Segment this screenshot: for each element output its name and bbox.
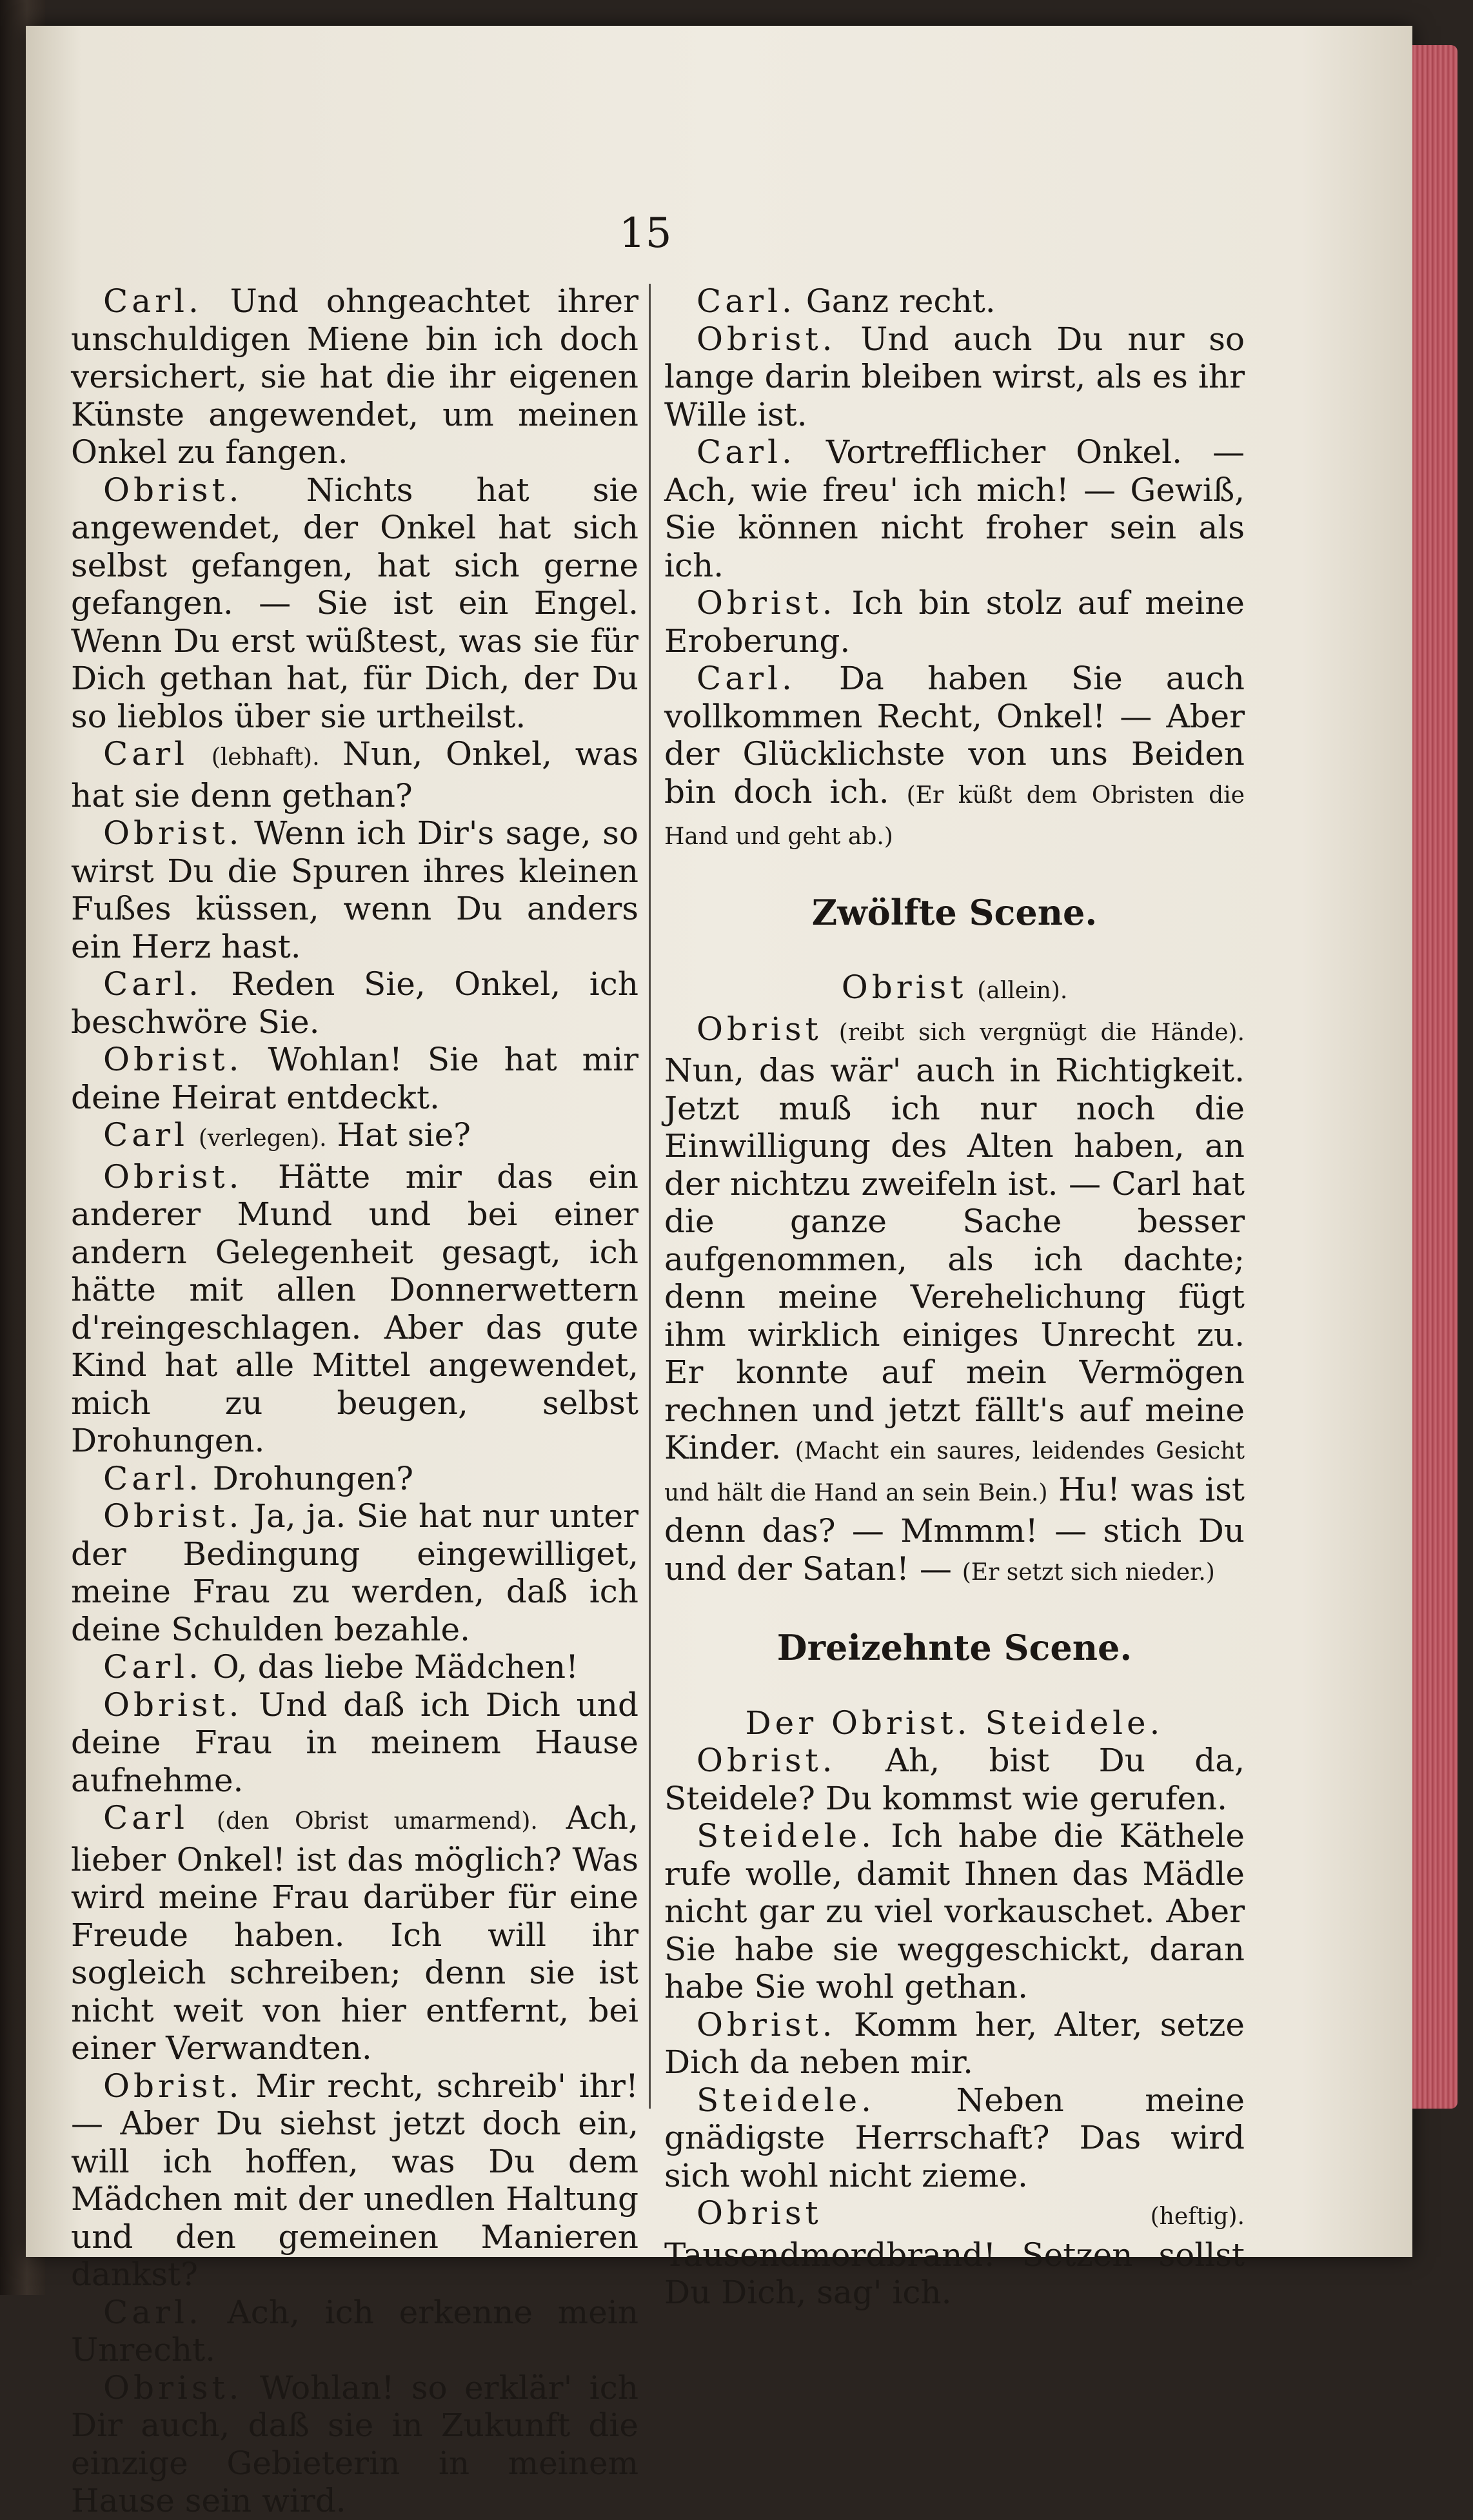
dialogue-line [664, 320, 1245, 434]
speaker-name: Obrist. [103, 1157, 243, 1196]
dialogue-line [71, 1041, 638, 1116]
speaker-name: Carl. [103, 2293, 203, 2331]
dialogue-line [71, 1158, 638, 1460]
speaker-name: Obrist. [697, 1742, 836, 1779]
dialogue-text: Ach, ich erkenne mein Unrecht. [71, 2293, 638, 2368]
dialogue-text: Ganz recht. [806, 282, 996, 320]
stage-direction: (lebhaft). [211, 744, 320, 771]
dialogue-text: Und daß ich Dich und deine Frau in meinem Hause aufnehme. [71, 1686, 638, 1799]
speaker-name: Obrist. [103, 2067, 243, 2105]
page-number: 15 [619, 210, 672, 257]
speaker-name: Steidele. [697, 2081, 875, 2119]
speaker-name: Carl [103, 735, 188, 773]
speaker-name: Carl. [697, 433, 796, 471]
speaker-name: Carl. [697, 282, 796, 320]
dialogue-line [71, 471, 638, 736]
stage-direction: (reibt sich vergnügt die Hände). [838, 1019, 1245, 1046]
speaker-name: Carl [103, 1799, 188, 1836]
dialogue-line [664, 2006, 1245, 2082]
speaker-name: Obrist. [697, 320, 836, 358]
dialogue-text: Hu! was ist denn das? — Mmmm! — stich Du und der Satan! — [664, 1470, 1245, 1588]
dialogue-text: Nun, das wär' auch in Richtigkeit. Jetzt muß ich nur noch die Einwilligung des Alten haben, an der nichtzu zweifeln ist. — Carl hat die ganze Sache besser aufgenommen, als ich dachte; denn meine Verehelichung fügt ihm wirklich einiges Unrecht zu. Er konnte auf mein Vermögen rechnen und jetzt fällt's auf meine Kinder. [664, 1052, 1245, 1466]
dialogue-text: Hätte mir das ein anderer Mund und bei einer andern Gelegenheit gesagt, ich hätte mit allen Donnerwettern d'reingeschlagen. Aber das gute Kind hat alle Mittel angewendet, mich zu beugen, selbst Drohungen. [71, 1157, 638, 1459]
left-column [71, 282, 638, 2520]
dialogue-text: Nichts hat sie angewendet, der Onkel hat sich selbst gefangen, hat sich gerne gefangen. — Sie ist ein Engel. Wenn Du erst wüßtest, was sie für Dich gethan hat, für Dich, der Du so lieblos über sie urtheilst. [71, 471, 638, 735]
speaker-name: Carl. [103, 965, 203, 1003]
dialogue-line [664, 1817, 1245, 2006]
dialogue-text: Wenn ich Dir's sage, so wirst Du die Spuren ihres kleinen Fußes küssen, wenn Du anders ein Herz hast. [71, 814, 638, 965]
dialogue-line [664, 2082, 1245, 2195]
dialogue-text: Und ohngeachtet ihrer unschuldigen Miene bin ich doch versichert, sie hat die ihr eigenen Künste angewendet, um meinen Onkel zu fangen. [71, 282, 638, 471]
dialogue-line [71, 1116, 638, 1158]
scene-cast [664, 1704, 1245, 1742]
stage-direction: (verlegen). [198, 1125, 327, 1152]
dialogue-line [664, 1742, 1245, 1817]
dialogue-text: Ja, ja. Sie hat nur unter der Bedingung eingewilliget, meine Frau zu werden, daß ich deine Schulden bezahle. [71, 1497, 638, 1648]
dialogue-line [71, 1460, 638, 1498]
dialogue-text: Wohlan! Sie hat mir deine Heirat entdeckt. [71, 1041, 638, 1116]
dialogue-text: Tausendmordbrand! Setzen sollst Du Dich, sag' ich. [664, 2236, 1245, 2311]
dialogue-line [71, 2067, 638, 2294]
scene-heading [664, 1629, 1245, 1667]
speaker-name: Obrist. [103, 1686, 243, 1724]
dialogue-text: Ach, lieber Onkel! ist das möglich? Was wird meine Frau darüber für eine Freude haben. Ich will ihr sogleich schreiben; denn sie ist nicht weit von hier entfernt, bei einer Verwandten. [71, 1799, 638, 2067]
dialogue-text: Neben meine gnädigste Herrschaft? Das wird sich wohl nicht zieme. [664, 2081, 1245, 2194]
dialogue-text: Da haben Sie auch vollkommen Recht, Onkel! — Aber der Glücklichste von uns Beiden bin doch ich. [664, 660, 1245, 811]
dialogue-line [71, 2294, 638, 2369]
dialogue-line [71, 1648, 638, 1686]
stage-direction: (den Obrist umarmend). [216, 1808, 538, 1835]
speaker-name: Steidele. [697, 1817, 875, 1855]
dialogue-text: Nun, Onkel, was hat sie denn gethan? [71, 735, 638, 814]
stage-direction: (heftig). [1150, 2203, 1245, 2230]
dialogue-line [664, 584, 1245, 660]
dialogue-text: O, das liebe Mädchen! [212, 1648, 579, 1686]
dialogue-line [71, 965, 638, 1041]
cast-name: Der Obrist. Steidele. [745, 1704, 1164, 1742]
speaker-name: Obrist. [103, 2368, 243, 2407]
dialogue-line [664, 282, 1245, 320]
dialogue-text: Ich bin stolz auf meine Eroberung. [664, 584, 1245, 660]
dialogue-text: Hat sie? [337, 1116, 471, 1154]
dialogue-line [664, 1010, 1245, 1592]
speaker-name: Carl. [103, 1648, 203, 1686]
spacer [664, 1591, 1245, 1629]
dialogue-line [664, 433, 1245, 584]
spacer [664, 1667, 1245, 1704]
right-column [664, 282, 1245, 2312]
dialogue-text: Drohungen? [212, 1459, 414, 1497]
dialogue-line [71, 735, 638, 814]
scene-cast [664, 969, 1245, 1010]
speaker-name: Carl. [697, 660, 796, 697]
speaker-name: Obrist. [697, 584, 836, 622]
dialogue-line [664, 660, 1245, 856]
dialogue-text: Mir recht, schreib' ihr! — Aber Du siehst jetzt doch ein, will ich hoffen, was Du dem Mädchen mit der unedlen Haltung und den gemeinen Manieren dankst? [71, 2067, 638, 2293]
spacer [664, 931, 1245, 969]
speaker-name: Carl. [103, 1459, 203, 1497]
scene-heading [664, 891, 1245, 933]
dialogue-text: Vortrefflicher Onkel. — Ach, wie freu' ich mich! — Gewiß, Sie können nicht froher sein als ich. [664, 433, 1245, 584]
stage-direction: (allein). [977, 978, 1068, 1004]
speaker-name: Carl. [103, 282, 203, 320]
dialogue-text: Ah, bist Du da, Steidele? Du kommst wie gerufen. [664, 1742, 1245, 1817]
dialogue-line [71, 2369, 638, 2520]
speaker-name: Obrist. [103, 471, 243, 509]
dialogue-text: Reden Sie, Onkel, ich beschwöre Sie. [71, 965, 638, 1041]
speaker-name: Obrist [697, 2194, 822, 2232]
dialogue-line [664, 2194, 1245, 2312]
dialogue-line [71, 282, 638, 471]
speaker-name: Obrist. [103, 1497, 243, 1535]
dialogue-text: Ich habe die Käthele rufe wolle, damit Ihnen das Mädle nicht gar zu viel vorkauschet. Aber Sie habe sie weggeschickt, daran habe Sie wohl gethan. [664, 1817, 1245, 2005]
dialogue-line [71, 1799, 638, 2067]
scene-heading-text: Zwölfte Scene. [811, 891, 1098, 933]
dialogue-line [71, 814, 638, 965]
speaker-name: Carl [103, 1116, 188, 1154]
dialogue-text: Komm her, Alter, setze Dich da neben mir. [664, 2005, 1245, 2081]
stage-direction: (Er setzt sich nieder.) [962, 1559, 1215, 1586]
column-rule [649, 284, 651, 2109]
dialogue-line [71, 1686, 638, 1800]
stage-direction: (Macht ein saures, leidendes Gesicht und hält die Hand an sein Bein.) [664, 1438, 1245, 1506]
speaker-name: Obrist. [697, 2005, 836, 2043]
dialogue-text: Wohlan! so erklär' ich Dir auch, daß sie in Zukunft die einzige Gebieterin in meinem Hause sein wird. [71, 2368, 638, 2519]
speaker-name: Obrist. [103, 814, 243, 852]
speaker-name: Obrist. [103, 1041, 243, 1078]
cast-name: Obrist [841, 969, 967, 1006]
scene-heading-text: Dreizehnte Scene. [776, 1627, 1132, 1668]
dialogue-text: Und auch Du nur so lange darin bleiben wirst, als es ihr Wille ist. [664, 320, 1245, 433]
speaker-name: Obrist [697, 1010, 822, 1048]
spacer [664, 856, 1245, 894]
dialogue-line [71, 1497, 638, 1648]
stage-direction: (Er küßt dem Obristen die Hand und geht ab.) [664, 782, 1245, 850]
page-edges [1412, 45, 1458, 2109]
